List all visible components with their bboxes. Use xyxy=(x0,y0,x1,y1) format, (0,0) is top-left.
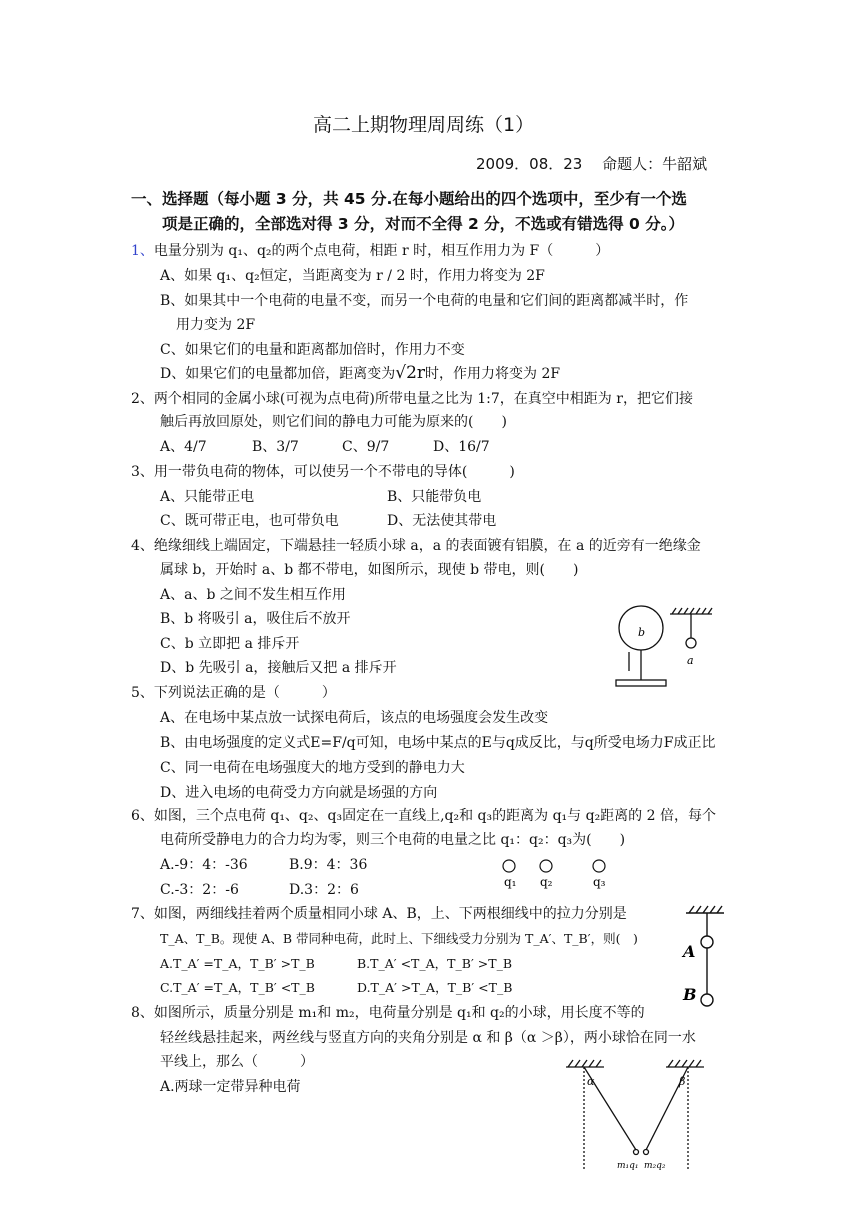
section-heading-line2: 项是正确的，全部选对得 3 分，对而不全得 2 分，不选或有错选得 0 分。） xyxy=(162,215,684,233)
question-8-line2: 轻丝线悬挂起来，两丝线与竖直方向的夹角分别是 α 和 β（α ＞β），两小球恰在同一水 xyxy=(160,1030,696,1046)
question-1-option-b-line1: B、如果其中一个电荷的电量不变，而另一个电荷的电量和它们间的距离都减半时，作 xyxy=(160,293,689,309)
question-4-figure xyxy=(610,592,720,692)
question-1-option-d-text: D、如果它们的电量都加倍，距离变为 xyxy=(160,366,396,382)
question-4-option-c: C、b 立即把 a 排斥开 xyxy=(160,636,300,652)
question-2-option-d: D、16/7 xyxy=(433,439,490,455)
question-5-line1: 5、下列说法正确的是（ ） xyxy=(131,685,336,701)
question-6-option-d: D.3：2：6 xyxy=(289,882,359,898)
question-7-line2: T_A、T_B。现使 A、B 带同种电荷，此时上、下细线受力分别为 T_A′、T_B′，则( ) xyxy=(160,931,638,946)
question-4-line1: 4、绝缘细线上端固定，下端悬挂一轻质小球 a，a 的表面镀有铝膜，在 a 的近旁有一绝缘金 xyxy=(131,538,701,554)
question-1-option-b-line2: 用力变为 2F xyxy=(176,317,256,333)
question-6-line2: 电荷所受静电力的合力均为零，则三个电荷的电量之比 q₁：q₂：q₃为( ) xyxy=(160,832,626,848)
figure-label-A: A xyxy=(683,942,696,961)
question-2-line1: 2、两个相同的金属小球(可视为点电荷)所带电量之比为 1:7，在真空中相距为 r，把它们接 xyxy=(131,391,693,407)
figure-label-alpha: α xyxy=(587,1075,595,1088)
question-8-figure xyxy=(566,1057,716,1177)
question-7-line1: 7、如图，两细线挂着两个质量相同小球 A、B，上、下两根细线中的拉力分别是 xyxy=(131,906,627,922)
question-1-option-c: C、如果它们的电量和距离都加倍时，作用力不变 xyxy=(160,342,465,358)
question-8-line3: 平线上，那么（ ） xyxy=(160,1054,314,1070)
question-2-option-c: C、9/7 xyxy=(342,439,390,455)
question-1-option-d-tail: 时，作用力将变为 2F xyxy=(425,366,561,382)
question-6-option-a: A.-9：4：-36 xyxy=(160,857,248,873)
question-2-option-a: A、4/7 xyxy=(160,439,207,455)
question-3-option-b: B、只能带负电 xyxy=(387,489,482,505)
figure-label-q2: q₂ xyxy=(540,875,553,889)
question-6-line1: 6、如图，三个点电荷 q₁、q₂、q₃固定在一直线上,q₂和 q₃的距离为 q₁与 q₂距离的 2 倍，每个 xyxy=(131,808,716,824)
page-title: 高二上期物理周周练（1） xyxy=(313,114,535,136)
figure-label-m1q1: m₁q₁ xyxy=(617,1161,639,1171)
question-4-option-b: B、b 将吸引 a，吸住后不放开 xyxy=(160,611,351,627)
figure-label-beta: β xyxy=(679,1075,686,1088)
question-7-option-d: D.T_A′ >T_A，T_B′ <T_B xyxy=(357,980,513,995)
question-2-option-b: B、3/7 xyxy=(252,439,299,455)
question-7-figure xyxy=(680,903,730,1003)
question-3-line1: 3、用一带负电荷的物体，可以使另一个不带电的导体( ) xyxy=(131,464,515,480)
sqrt-2r: √2r xyxy=(395,363,426,383)
question-1-option-a: A、如果 q₁、q₂恒定，当距离变为 r / 2 时，作用力将变为 2F xyxy=(160,268,545,284)
question-8-line1: 8、如图所示，质量分别是 m₁和 m₂，电荷量分别是 q₁和 q₂的小球，用长度不等的 xyxy=(131,1005,645,1021)
figure-label-q3: q₃ xyxy=(593,875,606,889)
question-8-option-a: A.两球一定带异种电荷 xyxy=(160,1079,301,1095)
question-3-option-a: A、只能带正电 xyxy=(160,489,255,505)
question-4-line2: 属球 b，开始时 a、b 都不带电，如图所示，现使 b 带电，则( ) xyxy=(160,562,579,578)
question-5-option-b: B、由电场强度的定义式E=F/q可知，电场中某点的E与q成反比，与q所受电场力F成正比 xyxy=(160,735,716,751)
question-1-text: 电量分别为 q₁、q₂的两个点电荷，相距 r 时，相互作用力为 F（ ） xyxy=(153,243,610,259)
question-1-stem xyxy=(131,242,609,260)
question-2-line2: 触后再放回原处，则它们间的静电力可能为原来的( ) xyxy=(160,414,507,430)
question-7-option-b: B.T_A′ <T_A，T_B′ >T_B xyxy=(357,956,513,971)
date-author-line: 2009．08．23 命题人：牛韶斌 xyxy=(476,155,708,173)
question-3-option-d: D、无法使其带电 xyxy=(387,513,497,529)
question-6-figure xyxy=(495,855,615,895)
figure-label-q1: q₁ xyxy=(504,875,517,889)
question-6-option-c: C.-3：2：-6 xyxy=(160,882,239,898)
figure-label-B: B xyxy=(683,985,697,1004)
question-5-option-d: D、进入电场的电荷受力方向就是场强的方向 xyxy=(160,785,438,801)
question-7-option-a: A.T_A′ =T_A，T_B′ >T_B xyxy=(160,956,315,971)
question-3-option-c: C、既可带正电，也可带负电 xyxy=(160,513,339,529)
question-6-option-b: B.9：4：36 xyxy=(289,857,368,873)
question-4-option-a: A、a、b 之间不发生相互作用 xyxy=(160,587,346,603)
figure-label-b: b xyxy=(638,626,646,639)
question-1-option-d xyxy=(160,364,560,383)
question-4-option-d: D、b 先吸引 a，接触后又把 a 排斥开 xyxy=(160,660,397,676)
figure-label-m2q2: m₂q₂ xyxy=(644,1161,666,1171)
question-1-number: 1、 xyxy=(131,243,154,259)
question-7-option-c: C.T_A′ =T_A，T_B′ <T_B xyxy=(160,980,315,995)
section-heading-line1: 一、选择题（每小题 3 分，共 45 分.在每小题给出的四个选项中，至少有一个选 xyxy=(131,190,687,208)
figure-label-a: a xyxy=(687,654,694,667)
question-5-option-c: C、同一电荷在电场强度大的地方受到的静电力大 xyxy=(160,760,465,776)
question-5-option-a: A、在电场中某点放一试探电荷后，该点的电场强度会发生改变 xyxy=(160,710,549,726)
